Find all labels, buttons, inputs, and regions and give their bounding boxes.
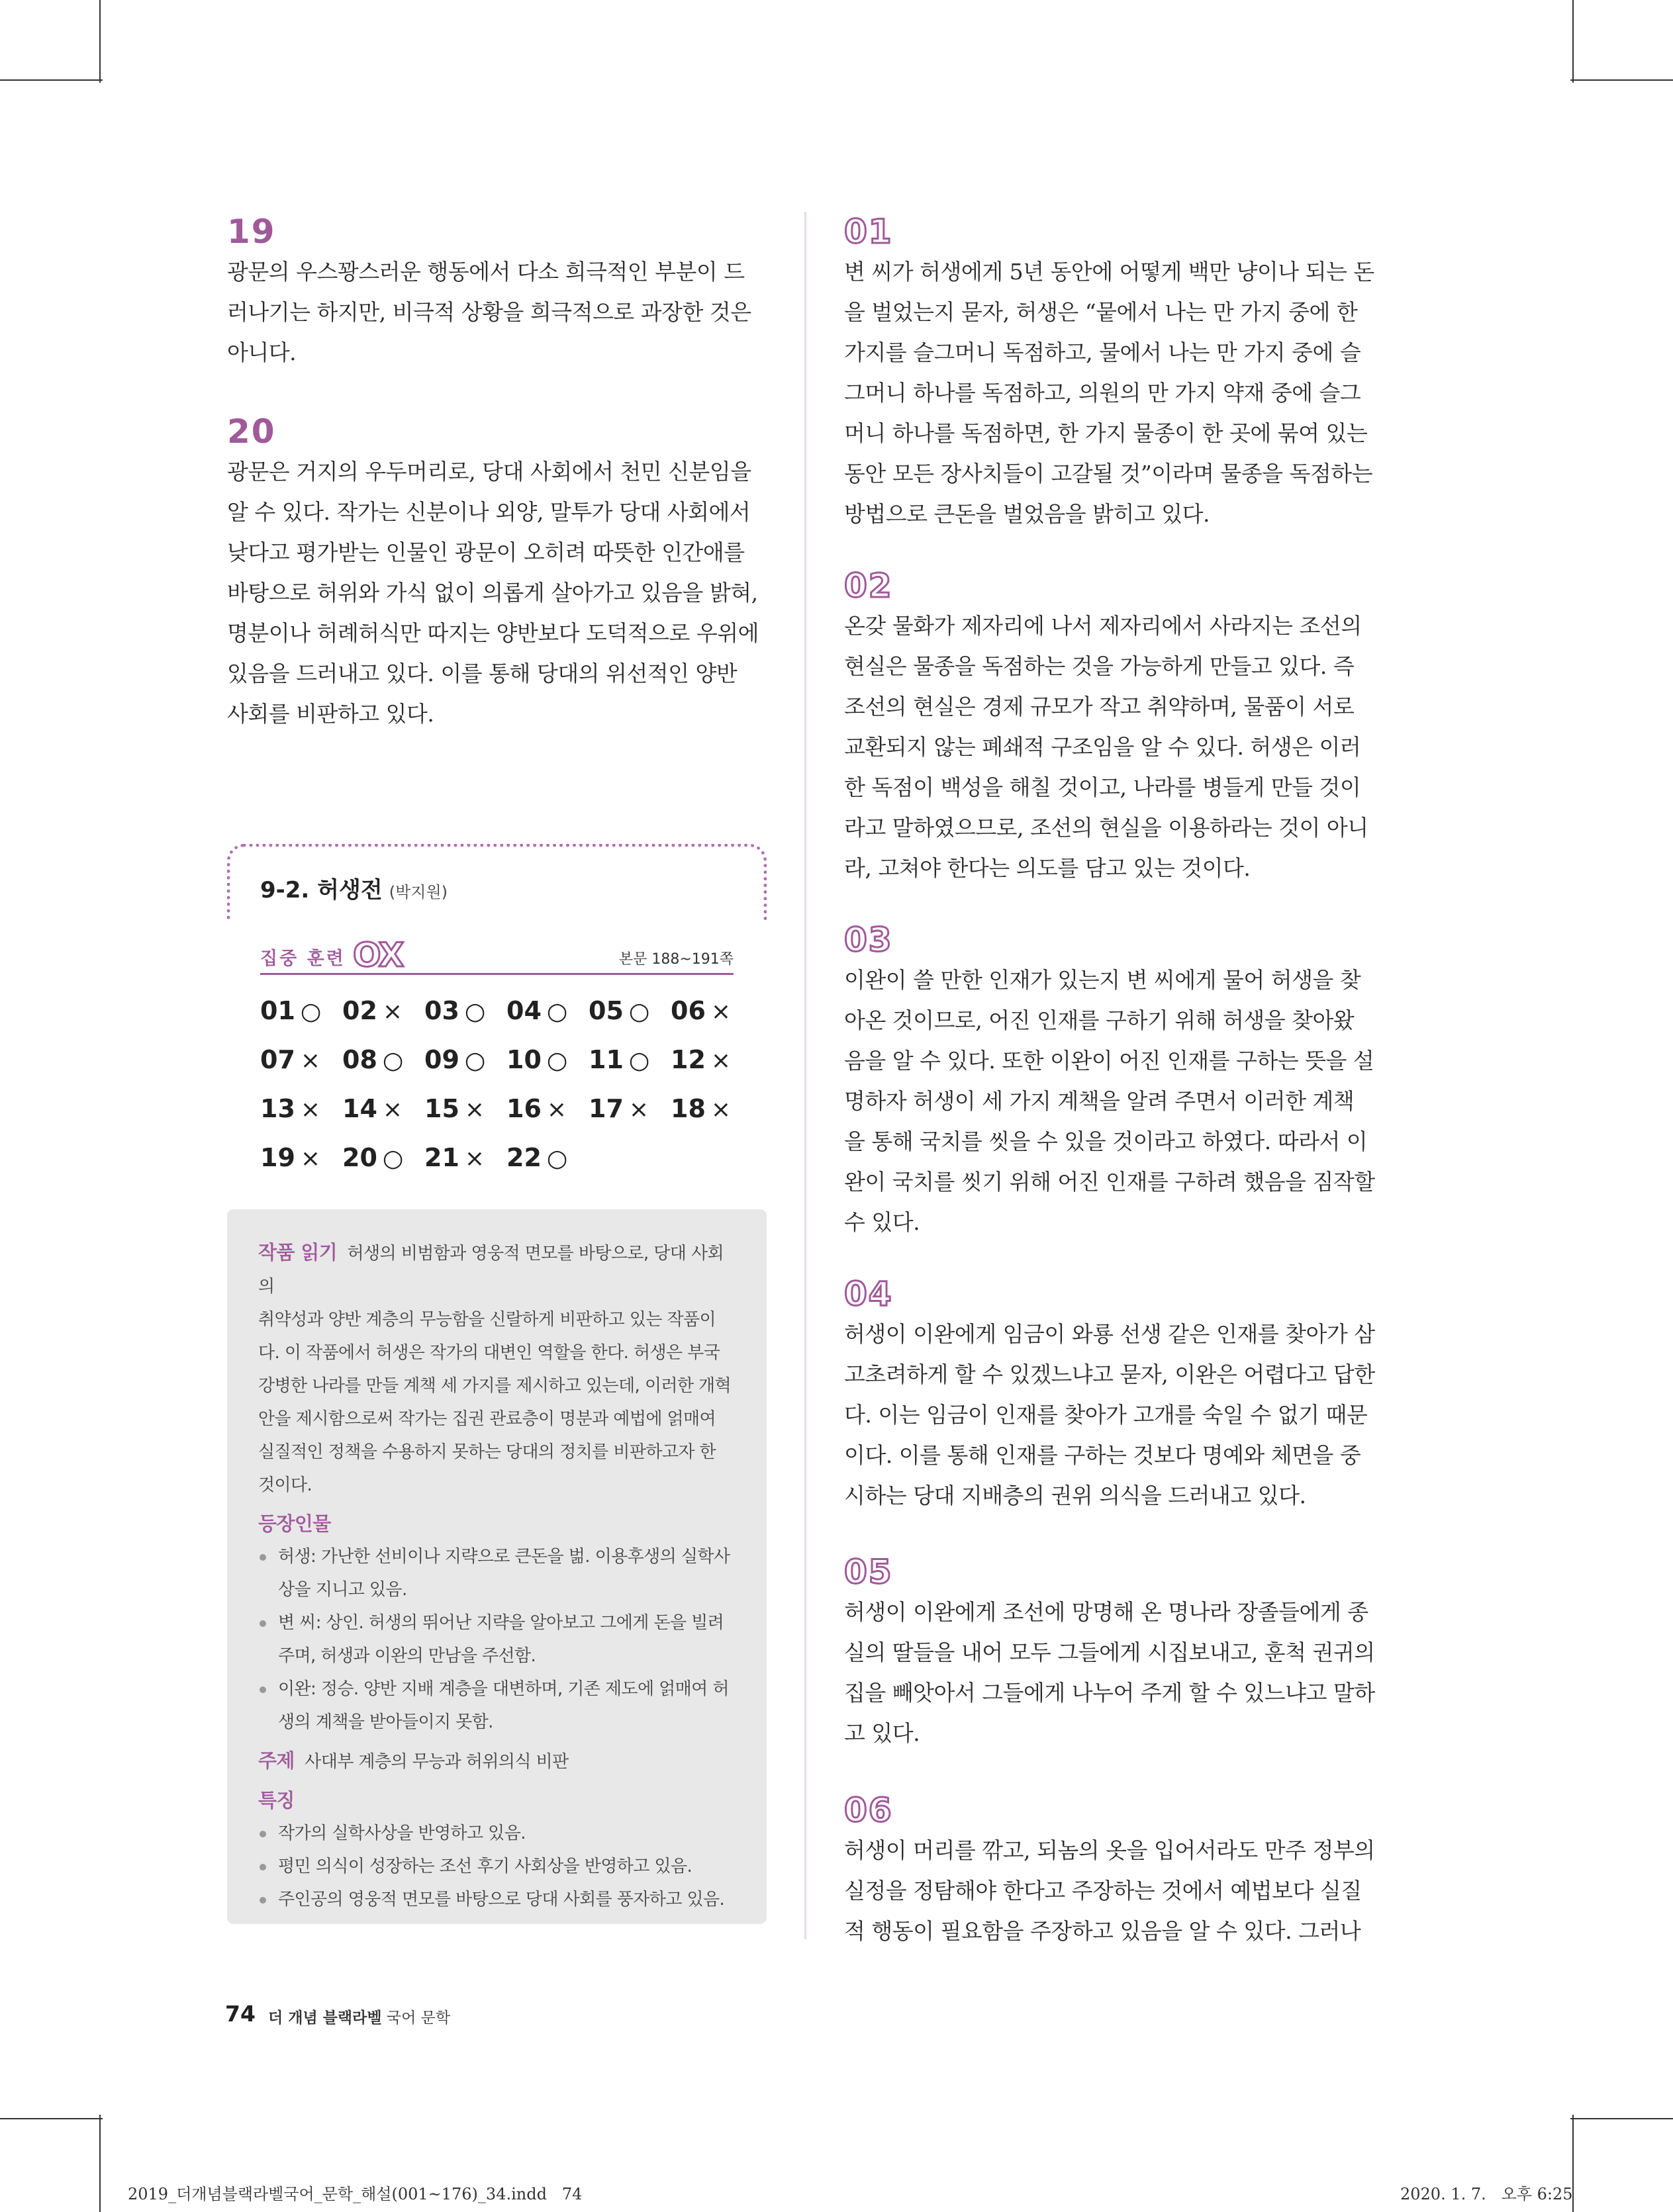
answer-grid [260,996,763,1192]
answer-01 [844,212,1384,534]
answer-item: 20 ○ [342,1143,404,1172]
theme-section [258,1744,738,1778]
features-head: 특징 [258,1789,295,1812]
crop-mark [0,79,103,81]
answer-item: 11 ○ [589,1045,650,1074]
print-slug-file: 2019_더개념블랙라벨국어_문학_해설(001~176)_34.indd 74 [128,2185,583,2203]
answer-number: 20 [227,412,276,451]
answer-item: 14 × [342,1094,403,1123]
answer-item: 06 × [671,996,732,1025]
answer-item: 12 × [671,1045,732,1074]
training-label: 집중 훈련 [260,948,346,969]
crop-mark [0,2118,103,2119]
answer-19 [227,212,767,373]
answer-item: 10 ○ [506,1045,568,1074]
answer-item: 03 ○ [424,996,486,1025]
answer-item: 08 ○ [342,1045,404,1074]
answer-row [260,996,763,1045]
answer-row [260,1094,763,1143]
answer-05 [844,1552,1384,1753]
answer-item: 15 × [424,1094,485,1123]
answer-item: 01 ○ [260,996,322,1025]
answer-text: 광문은 거지의 우두머리로, 당대 사회에서 천민 신분임을 알 수 있다. 작가는 신분이나 외양, 말투가 당대 사회에서 낮다고 평가받는 인물인 광문이 오히려 따뜻한 인간애를 바탕으로 허위와 가식 없이 의롭게 살아가고 있음을 밝혀, 명분이나 허례허식만 따지는 양반보다 도덕적으로 우위에 있음을 드러내고 있다. 이를 통해 당대의 위선적인 양반 사회를 비판하고 있다. [227,459,759,727]
column-divider [804,212,806,1939]
answer-item: 13 × [260,1094,321,1123]
answer-item: 18 × [671,1094,732,1123]
theme-text: 사대부 계층의 무능과 허위의식 비판 [305,1752,569,1772]
answer-04 [844,1274,1384,1516]
answer-text: 허생이 머리를 깎고, 되놈의 옷을 입어서라도 만주 정부의 실정을 정탐해야 한다고 주장하는 것에서 예법보다 실질 적 행동이 필요함을 주장하고 있음을 알 수 있다. 그러나 [844,1837,1375,1944]
crop-mark [1570,79,1673,81]
characters-head: 등장인물 [258,1512,331,1535]
answer-item: 02 × [342,996,403,1025]
answer-03 [844,920,1384,1242]
feature-item: 주인공의 영웅적 면모를 바탕으로 당대 사회를 풍자하고 있음. [258,1883,738,1916]
answer-text: 이완이 쓸 만한 인재가 있는지 변 씨에게 물어 허생을 찾 아온 것이므로, 어진 인재를 구하기 위해 허생을 찾아왔 음을 알 수 있다. 또한 이완이 어진 인재를 구하는 뜻을 설 명하자 허생이 세 가지 계책을 알려 주면서 이러한 계책 을 통해 국치를 씻을 수 있을 것이라고 하였다. 따라서 이 완이 국치를 씻기 위해 어진 인재를 구하려 했음을 짐작할 수 있다. [844,967,1375,1235]
training-header [260,936,734,975]
crop-mark [99,0,101,83]
book-title: 더 개념 블랙라벨 국어 문학 [268,2009,451,2027]
answer-row [260,1143,763,1192]
answer-row [260,1045,763,1094]
answer-06 [844,1790,1384,1951]
answer-text: 허생이 이완에게 임금이 와룡 선생 같은 인재를 찾아가 삼 고초려하게 할 수 있겠느냐고 묻자, 이완은 어렵다고 답한 다. 이는 임금이 인재를 찾아가 고개를 숙일 수 없기 때문 이다. 이를 통해 인재를 구하는 것보다 명예와 체면을 중 시하는 당대 지배층의 권위 의식을 드러내고 있다. [844,1321,1375,1508]
work-summary-box [227,1209,767,1924]
section-author: (박지원) [389,883,448,901]
answer-number: 19 [227,212,276,251]
crop-mark [1570,2118,1673,2119]
work-reading: 작품 읽기 허생의 비범함과 영웅적 면모를 바탕으로, 당대 사회의 취약성과 양반 계층의 무능함을 신랄하게 비판하고 있는 작품이 다. 이 작품에서 허생은 작가의 대변인 역할을 한다. 허생은 부국 강병한 나라를 만들 계책 세 가지를 제시하고 있는데, 이러한 개혁 안을 제시함으로써 작가는 집권 관료층이 명분과 예법에 얽매여 실질적인 정책을 수용하지 못하는 당대의 정치를 비판하고자 한 것이다. [258,1241,732,1495]
answer-text: 온갖 물화가 제자리에 나서 제자리에서 사라지는 조선의 현실은 물종을 독점하는 것을 가능하게 만들고 있다. 즉 조선의 현실은 경제 규모가 작고 취약하며, 물품이 서로 교환되지 않는 폐쇄적 구조임을 알 수 있다. 허생은 이러 한 독점이 백성을 해칠 것이고, 나라를 병들게 만들 것이 라고 말하였으므로, 조선의 현실을 이용하라는 것이 아니 라, 고쳐야 한다는 의도를 담고 있는 것이다. [844,613,1368,881]
answer-item: 17 × [589,1094,649,1123]
feature-item: 평민 의식이 성장하는 조선 후기 사회상을 반영하고 있음. [258,1850,738,1883]
answer-item: 04 ○ [506,996,568,1025]
crop-mark [1572,0,1574,83]
ox-logo-icon: OX [353,936,403,974]
answer-item: 21 × [424,1143,485,1172]
answer-number: 04 [844,1275,893,1313]
answer-item: 16 × [506,1094,567,1123]
answer-number: 05 [844,1553,893,1591]
answer-text: 광문의 우스꽝스러운 행동에서 다소 희극적인 부분이 드 러나기는 하지만, 비극적 상황을 희극적으로 과장한 것은 아니다. [227,259,751,365]
page-reference: 본문 188~191쪽 [618,951,734,968]
answer-text: 허생이 이완에게 조선에 망명해 온 명나라 장졸들에게 종 실의 딸들을 내어 모두 그들에게 시집보내고, 훈척 권귀의 집을 빼앗아서 그들에게 나누어 주게 할 수 있느냐고 말하 고 있다. [844,1599,1375,1746]
answer-item: 09 ○ [424,1045,486,1074]
character-item: 변 씨: 상인. 허생의 뛰어난 지략을 알아보고 그에게 돈을 빌려 주며, 허생과 이완의 만남을 주선함. [258,1606,738,1673]
answer-20 [227,412,767,734]
character-item: 허생: 가난한 선비이나 지략으로 큰돈을 벎. 이용후생의 실학사 상을 지니고 있음. [258,1540,738,1606]
section-title: 9-2. 허생전 (박지원) [260,877,448,903]
answer-number: 06 [844,1791,893,1829]
answer-number: 02 [844,567,893,605]
work-reading-head: 작품 읽기 [258,1241,338,1264]
character-item: 이완: 정승. 양반 지배 계층을 대변하며, 기존 제도에 얽매여 허 생의 계책을 받아들이지 못함. [258,1673,738,1739]
answer-number: 03 [844,921,893,959]
answer-text: 변 씨가 허생에게 5년 동안에 어떻게 백만 냥이나 되는 돈 을 벌었는지 묻자, 허생은 “뭍에서 나는 만 가지 중에 한 가지를 슬그머니 독점하고, 물에서 나는 만 가지 중에 슬 그머니 하나를 독점하고, 의원의 만 가지 약재 중에 슬그 머니 하나를 독점하면, 한 가지 물종이 한 곳에 묶여 있는 동안 모든 장사치들이 고갈될 것”이라며 물종을 독점하는 방법으로 큰돈을 벌었음을 밝히고 있다. [844,259,1374,527]
answer-item: 19 × [260,1143,321,1172]
characters-section [258,1507,738,1739]
answer-item: 07 × [260,1045,321,1074]
answer-item: 05 ○ [589,996,650,1025]
answer-02 [844,566,1384,888]
print-slug-date: 2020. 1. 7. 오후 6:25 [1400,2185,1573,2203]
feature-item: 작가의 실학사상을 반영하고 있음. [258,1817,738,1850]
theme-head: 주제 [258,1749,295,1772]
answer-item: 22 ○ [506,1143,568,1172]
crop-mark [99,2115,101,2212]
features-section [258,1784,738,1916]
page-number: 74 [225,2001,256,2027]
answer-number: 01 [844,212,893,251]
